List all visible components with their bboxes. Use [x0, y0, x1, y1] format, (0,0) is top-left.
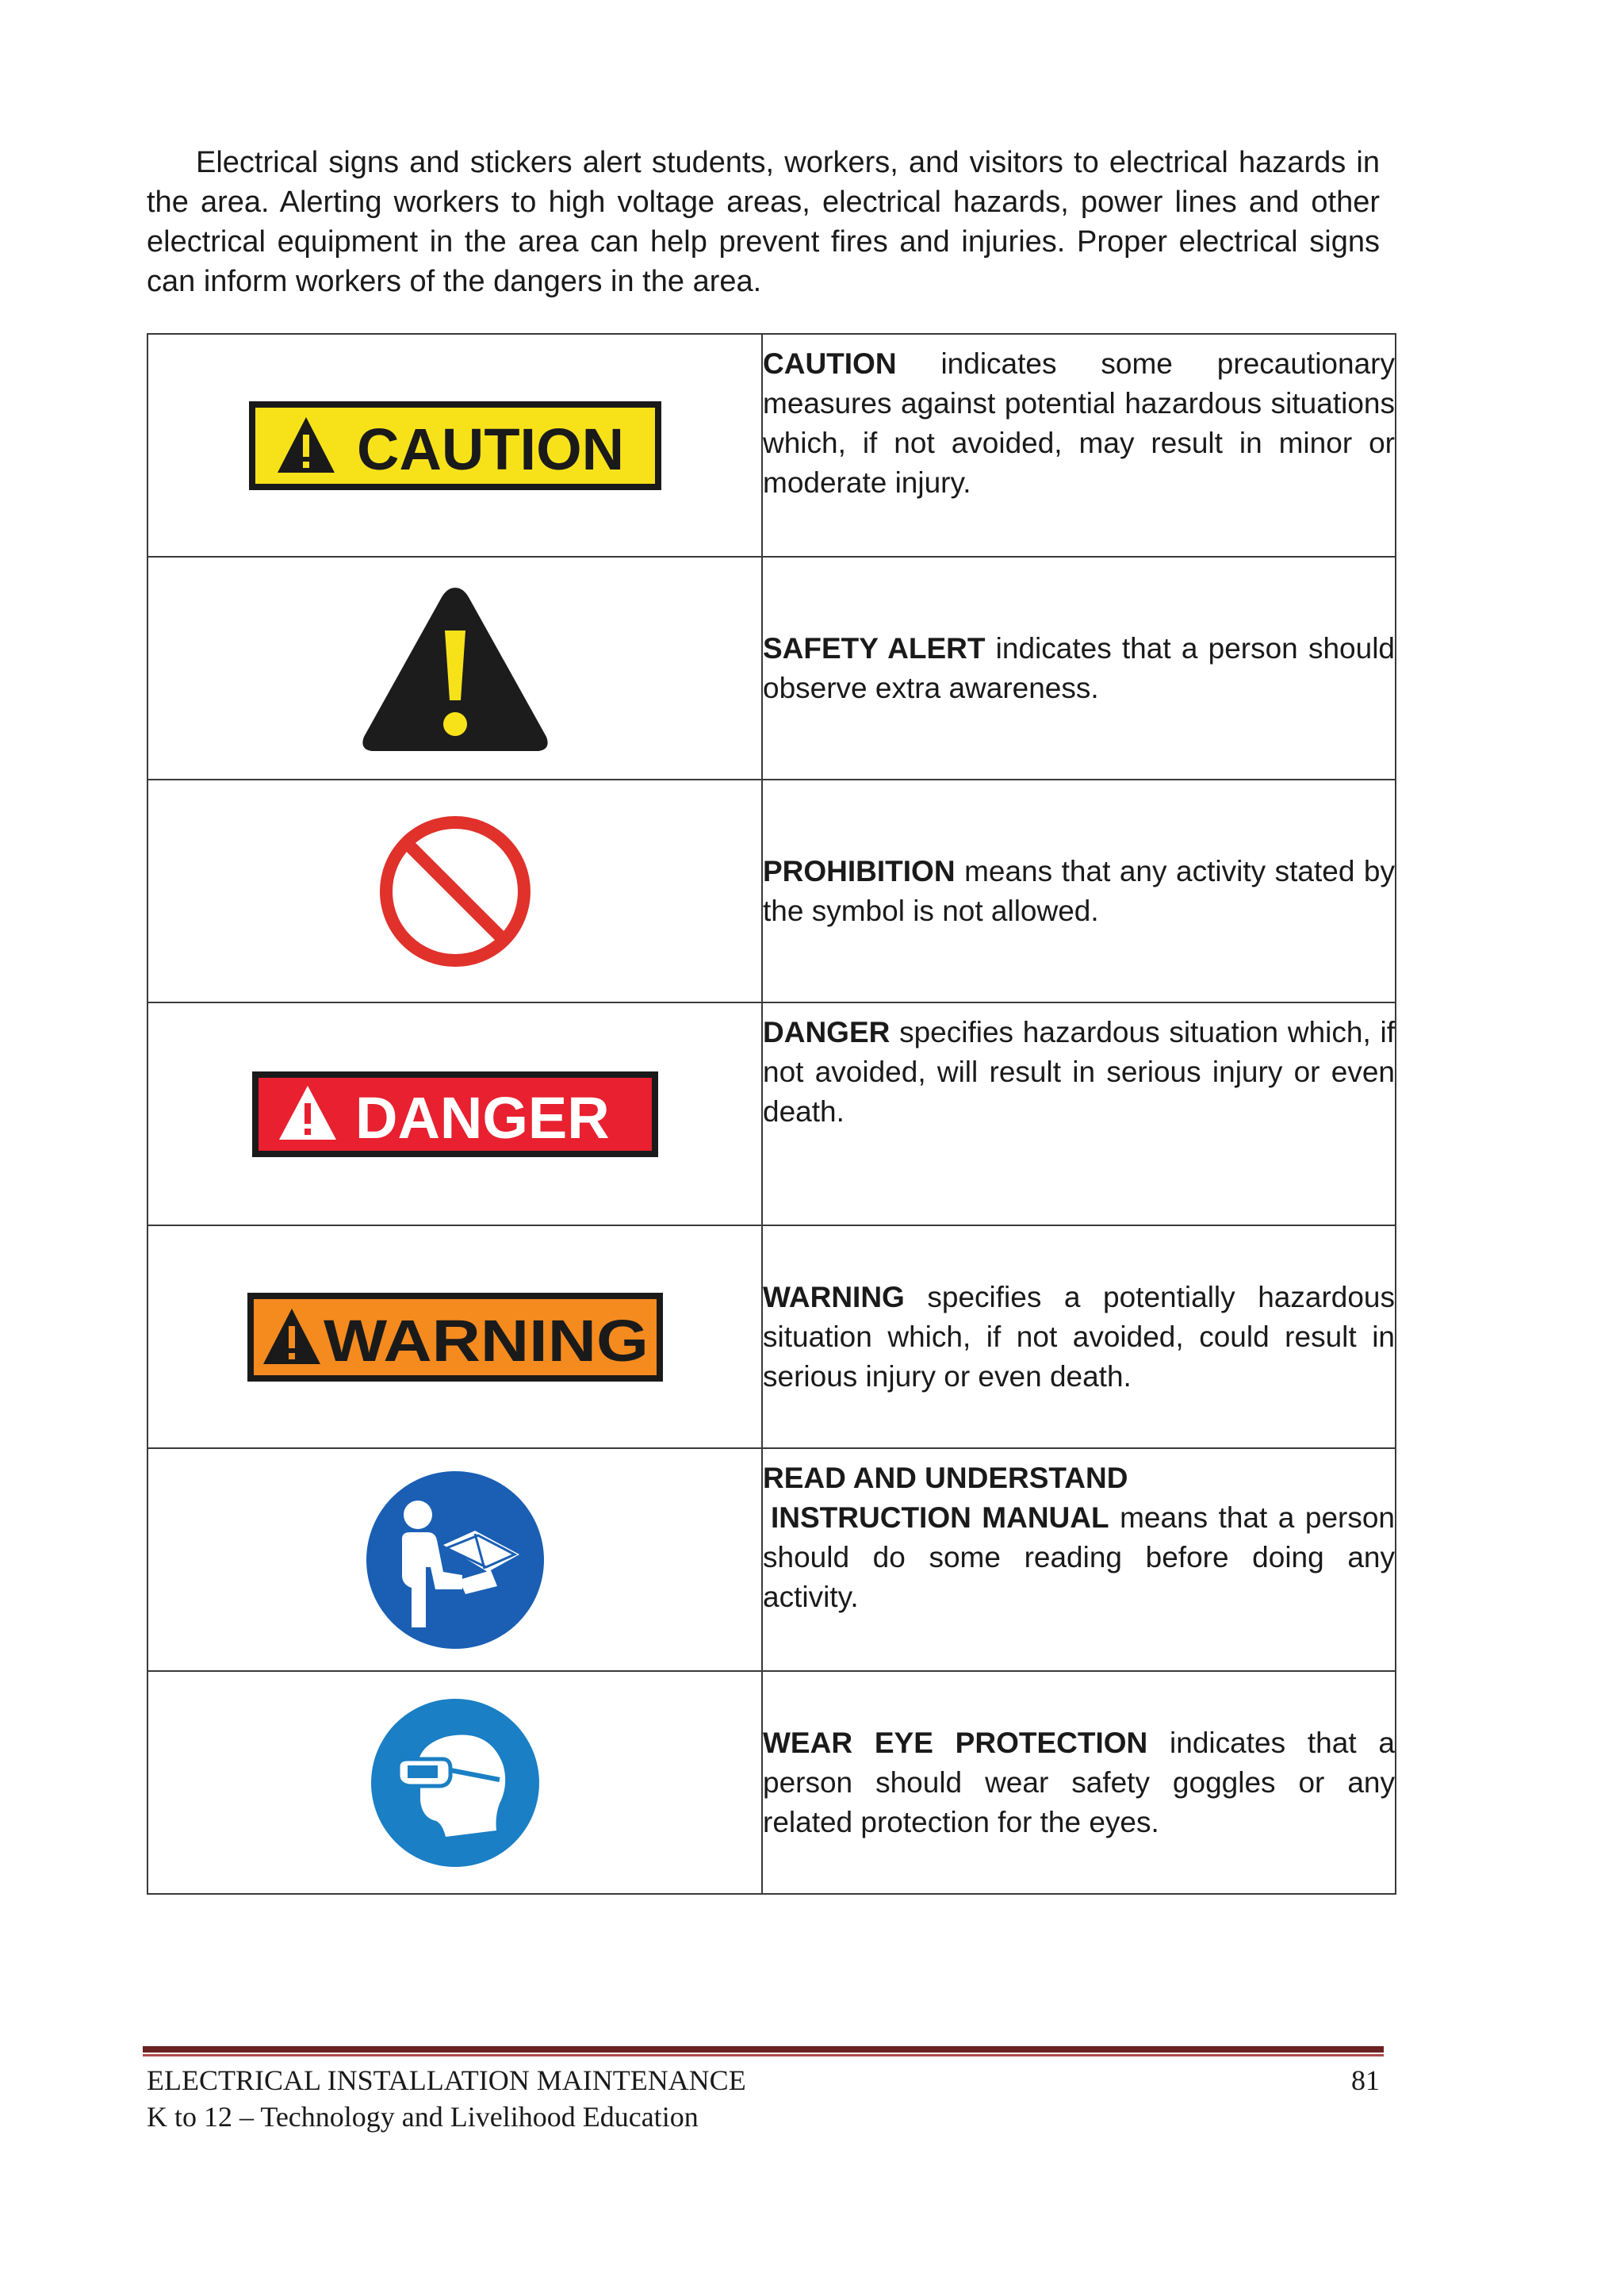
sign-description: [762, 1002, 1396, 1225]
footer-divider-accent: [143, 2054, 1384, 2056]
sign-image-cell: [147, 1225, 762, 1448]
sign-term: DANGER: [763, 1016, 891, 1048]
sign-description-text: indicates that a person should observe extra awareness.: [763, 631, 1395, 704]
sign-image-cell: [147, 780, 762, 1002]
read-manual-icon: [364, 1469, 546, 1651]
sign-term: INSTRUCTION MANUAL: [771, 1501, 1109, 1534]
sign-description: [762, 780, 1396, 1002]
sign-term: PROHIBITION: [763, 854, 956, 887]
footer-divider: [143, 2046, 1384, 2053]
intro-paragraph: Electrical signs and stickers alert students, workers, and visitors to electrical hazards in the area. Alerting workers to high voltage areas, electrical hazards, power lines and other electrical equipment in the area can help prevent fires and injuries. Proper electrical signs can inform workers of the dangers in the area.: [147, 146, 1380, 298]
danger-sign-icon: [251, 1070, 660, 1159]
sign-description-text: indicates some precautionary measures against potential hazardous situations which, if not avoided, may result in minor or moderate injury.: [763, 347, 1395, 499]
page-number: 81: [1351, 2064, 1380, 2096]
sign-term: WEAR EYE PROTECTION: [763, 1726, 1148, 1759]
sign-description-text: specifies hazardous situation which, if not avoided, will result in serious injury or even death.: [763, 1016, 1395, 1128]
caution-sign-text: CAUTION: [356, 416, 624, 482]
sign-description: [762, 557, 1396, 780]
sign-description: [762, 1448, 1396, 1671]
table-row: [147, 1002, 1396, 1225]
table-row: [147, 1671, 1396, 1894]
warning-sign-icon: [246, 1291, 665, 1383]
warning-sign-text: WARNING: [323, 1307, 649, 1374]
sign-image-cell: [147, 1002, 762, 1225]
sign-description-text: means that a person should do some reading before doing any activity.: [763, 1501, 1395, 1613]
sign-term: READ AND UNDERSTAND: [763, 1462, 1128, 1494]
sign-description: [762, 1225, 1396, 1448]
sign-description-text: indicates that a person should wear safety goggles or any related protection for the eyes.: [763, 1726, 1395, 1838]
sign-image-cell: [147, 1671, 762, 1894]
sign-image-cell: [147, 334, 762, 557]
sign-image-cell: [147, 557, 762, 780]
sign-description-text: means that any activity stated by the symbol is not allowed.: [763, 854, 1395, 927]
eye-protection-icon: [370, 1697, 541, 1869]
table-row: [147, 780, 1396, 1002]
sign-term: SAFETY ALERT: [763, 631, 986, 665]
table-row: [147, 1448, 1396, 1671]
danger-sign-text: DANGER: [354, 1084, 610, 1151]
caution-sign-icon: [247, 400, 663, 492]
sign-term: CAUTION: [763, 347, 897, 380]
sign-term: WARNING: [763, 1280, 905, 1313]
footer-subtitle: K to 12 – Technology and Livelihood Education: [147, 2101, 699, 2133]
safety-signs-table: [147, 333, 1396, 1895]
prohibition-icon: [376, 812, 534, 971]
table-row: [147, 334, 1396, 557]
safety-alert-icon: [356, 581, 554, 756]
sign-description: [762, 334, 1396, 557]
page-footer: [147, 2062, 1380, 2135]
sign-description-text: specifies a potentially hazardous situation which, if not avoided, could result in serious injury or even death.: [763, 1280, 1395, 1393]
table-row: [147, 1225, 1396, 1448]
sign-image-cell: [147, 1448, 762, 1671]
table-row: [147, 557, 1396, 780]
sign-description: [762, 1671, 1396, 1894]
footer-title: ELECTRICAL INSTALLATION MAINTENANCE: [147, 2064, 746, 2096]
